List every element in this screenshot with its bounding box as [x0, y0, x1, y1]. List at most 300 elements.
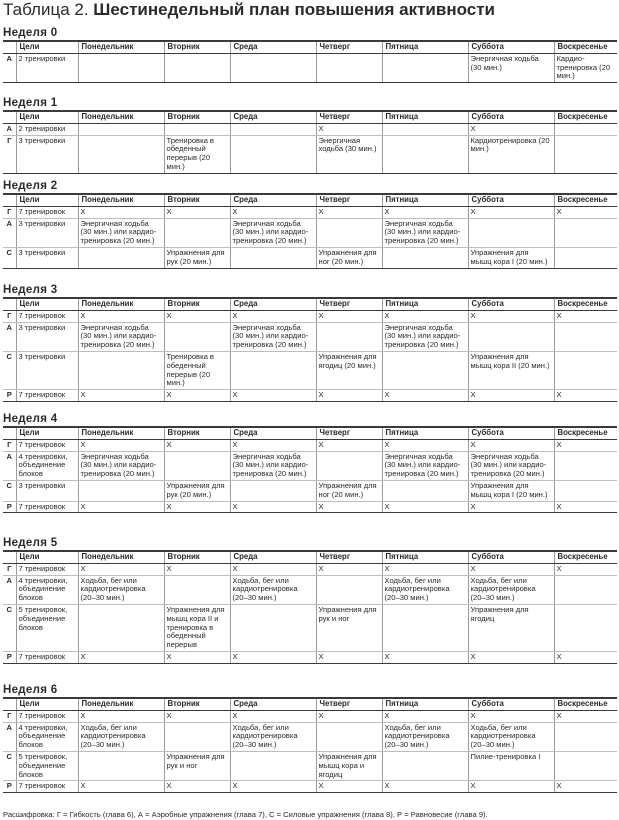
- table-cell: Х: [382, 439, 468, 451]
- column-header: Понедельник: [78, 111, 164, 123]
- table-cell: Х: [468, 310, 554, 322]
- table-cell: Кардио-тренировка (20 мин.): [554, 53, 617, 82]
- table-cell: Х: [468, 651, 554, 663]
- table-cell: Энергичная ходьба (30 мин.): [316, 135, 382, 173]
- column-header: Суббота: [468, 194, 554, 206]
- table-cell: [78, 53, 164, 82]
- column-header: Воскресенье: [554, 551, 617, 563]
- column-header: Пятница: [382, 298, 468, 310]
- row-category: Г: [3, 710, 16, 722]
- column-header: Пятница: [382, 41, 468, 53]
- table-cell: Х: [554, 563, 617, 575]
- column-header: Понедельник: [78, 41, 164, 53]
- column-header: [3, 551, 16, 563]
- table-cell: Упражнения для мышц кора и ягодиц: [316, 751, 382, 780]
- table-cell: Энергичная ходьба (30 мин.) или кардио-тренировка (20 мин.): [468, 451, 554, 480]
- row-goal: 3 тренировки: [16, 322, 78, 351]
- table-cell: Х: [164, 651, 230, 663]
- table-row: [3, 351, 617, 389]
- table-cell: Х: [78, 310, 164, 322]
- column-header: Цели: [16, 298, 78, 310]
- column-header: Четверг: [316, 427, 382, 439]
- table-row: [3, 390, 617, 402]
- table-cell: Энергичная ходьба (30 мин.) или кардио-тренировка (20 мин.): [230, 322, 316, 351]
- table-cell: [316, 722, 382, 751]
- week-section: [3, 684, 617, 793]
- table-cell: Х: [230, 206, 316, 218]
- table-cell: Х: [316, 563, 382, 575]
- row-category: Г: [3, 563, 16, 575]
- column-header: [3, 427, 16, 439]
- table-cell: Ходьба, бег или кардиотренировка (20–30 мин.): [78, 722, 164, 751]
- week-title: Неделя 4: [3, 413, 58, 425]
- table-cell: Энергичная ходьба (30 мин.) или кардио-тренировка (20 мин.): [230, 451, 316, 480]
- week-section: [3, 413, 617, 513]
- table-row: [3, 480, 617, 501]
- table-cell: [230, 53, 316, 82]
- table-row: [3, 247, 617, 268]
- table-cell: Ходьба, бег или кардиотренировка (20–30 мин.): [468, 722, 554, 751]
- table-cell: [382, 751, 468, 780]
- table-cell: Х: [554, 501, 617, 513]
- table-cell: Х: [554, 439, 617, 451]
- table-cell: Упражнения для мышц кора II (20 мин.): [468, 351, 554, 389]
- table-row: [3, 575, 617, 604]
- table-cell: Х: [164, 563, 230, 575]
- column-header: Четверг: [316, 298, 382, 310]
- table-cell: [230, 123, 316, 135]
- row-category: А: [3, 451, 16, 480]
- row-category: Р: [3, 781, 16, 793]
- week-title: Неделя 6: [3, 684, 58, 696]
- table-cell: Х: [468, 206, 554, 218]
- row-category: А: [3, 123, 16, 135]
- column-header: [3, 194, 16, 206]
- week-section: [3, 180, 617, 269]
- column-header: Вторник: [164, 698, 230, 710]
- table-cell: Ходьба, бег или кардиотренировка (20–30 мин.): [78, 575, 164, 604]
- table-cell: Энергичная ходьба (30 мин.): [468, 53, 554, 82]
- table-cell: Х: [382, 501, 468, 513]
- table-cell: Х: [554, 390, 617, 402]
- row-category: А: [3, 322, 16, 351]
- row-goal: 7 тренировок: [16, 501, 78, 513]
- table-cell: [230, 135, 316, 173]
- table-cell: Х: [164, 439, 230, 451]
- row-goal: 7 тренировок: [16, 310, 78, 322]
- column-header: Суббота: [468, 41, 554, 53]
- table-cell: Упражнения для ног (20 мин.): [316, 247, 382, 268]
- table-cell: Х: [230, 781, 316, 793]
- table-cell: Х: [230, 501, 316, 513]
- table-cell: [316, 451, 382, 480]
- table-cell: [382, 247, 468, 268]
- table-cell: Энергичная ходьба (30 мин.) или кардио-тренировка (20 мин.): [78, 322, 164, 351]
- table-cell: Упражнения для рук (20 мин.): [164, 247, 230, 268]
- column-header: Вторник: [164, 41, 230, 53]
- column-header: Понедельник: [78, 194, 164, 206]
- table-cell: Упражнения для ягодиц (20 мин.): [316, 351, 382, 389]
- column-header: Пятница: [382, 111, 468, 123]
- row-category: А: [3, 722, 16, 751]
- column-header: Цели: [16, 41, 78, 53]
- column-header: Воскресенье: [554, 427, 617, 439]
- table-cell: Х: [316, 781, 382, 793]
- table-cell: Х: [316, 439, 382, 451]
- table-cell: Х: [78, 781, 164, 793]
- column-header: Четверг: [316, 194, 382, 206]
- week-table: [3, 40, 617, 83]
- table-cell: [382, 135, 468, 173]
- table-cell: Х: [382, 781, 468, 793]
- table-cell: Энергичная ходьба (30 мин.) или кардио-тренировка (20 мин.): [382, 451, 468, 480]
- table-cell: [554, 351, 617, 389]
- table-row: [3, 501, 617, 513]
- title-main: Шестинедельный план повышения активности: [93, 0, 495, 19]
- table-cell: Х: [230, 651, 316, 663]
- column-header: Вторник: [164, 194, 230, 206]
- table-cell: [554, 218, 617, 247]
- row-category: Р: [3, 390, 16, 402]
- table-cell: Х: [554, 206, 617, 218]
- table-cell: Энергичная ходьба (30 мин.) или кардио-тренировка (20 мин.): [382, 322, 468, 351]
- table-cell: Х: [164, 310, 230, 322]
- table-cell: Упражнения для ног (20 мин.): [316, 480, 382, 501]
- column-header: Цели: [16, 111, 78, 123]
- table-cell: Упражнения для мышц кора I (20 мин.): [468, 247, 554, 268]
- row-goal: 3 тренировки: [16, 218, 78, 247]
- table-cell: Х: [230, 439, 316, 451]
- table-cell: Х: [468, 501, 554, 513]
- column-header: Четверг: [316, 551, 382, 563]
- table-cell: Х: [78, 439, 164, 451]
- table-cell: Х: [382, 563, 468, 575]
- table-row: [3, 206, 617, 218]
- table-cell: Х: [164, 390, 230, 402]
- row-goal: 3 тренировки: [16, 351, 78, 389]
- table-cell: [468, 218, 554, 247]
- table-cell: Ходьба, бег или кардиотренировка (20–30 мин.): [382, 575, 468, 604]
- row-goal: 7 тренировок: [16, 651, 78, 663]
- table-cell: [78, 604, 164, 651]
- table-row: [3, 135, 617, 173]
- row-goal: 2 тренировки: [16, 53, 78, 82]
- table-cell: Х: [468, 123, 554, 135]
- table-cell: Х: [468, 563, 554, 575]
- row-goal: 7 тренировок: [16, 710, 78, 722]
- table-cell: Кардиотренировка (20 мин.): [468, 135, 554, 173]
- row-goal: 7 тренировок: [16, 439, 78, 451]
- document: [3, 0, 617, 819]
- row-category: Р: [3, 501, 16, 513]
- column-header: Пятница: [382, 427, 468, 439]
- week-title: Неделя 1: [3, 97, 58, 109]
- row-goal: 4 тренировки, объединение блоков: [16, 722, 78, 751]
- row-goal: 5 тренировок, объединение блоков: [16, 604, 78, 651]
- week-title: Неделя 0: [3, 27, 58, 39]
- week-title: Неделя 3: [3, 284, 58, 296]
- table-cell: Ходьба, бег или кардиотренировка (20–30 мин.): [382, 722, 468, 751]
- table-cell: Х: [554, 310, 617, 322]
- table-cell: Х: [554, 651, 617, 663]
- table-cell: Упражнения для мышц кора II и тренировка в обеденный перерыв: [164, 604, 230, 651]
- week-table: [3, 426, 617, 513]
- table-cell: [78, 480, 164, 501]
- column-header: Цели: [16, 698, 78, 710]
- table-cell: Ходьба, бег или кардиотренировка (20–30 мин.): [230, 575, 316, 604]
- table-cell: [230, 480, 316, 501]
- column-header: Воскресенье: [554, 298, 617, 310]
- table-cell: [554, 451, 617, 480]
- table-cell: Упражнения для мышц кора I (20 мин.): [468, 480, 554, 501]
- row-goal: 7 тренировок: [16, 563, 78, 575]
- column-header: Вторник: [164, 111, 230, 123]
- table-cell: Х: [230, 310, 316, 322]
- table-row: [3, 710, 617, 722]
- table-cell: Х: [316, 390, 382, 402]
- table-cell: Х: [78, 501, 164, 513]
- column-header: Воскресенье: [554, 698, 617, 710]
- table-cell: Х: [230, 563, 316, 575]
- table-cell: Упражнения для ягодиц: [468, 604, 554, 651]
- table-cell: Х: [468, 439, 554, 451]
- week-title: Неделя 2: [3, 180, 58, 192]
- table-cell: [554, 135, 617, 173]
- table-cell: Тренировка в обеденный перерыв (20 мин.): [164, 351, 230, 389]
- week-title: Неделя 5: [3, 537, 58, 549]
- column-header: Пятница: [382, 551, 468, 563]
- table-row: [3, 651, 617, 663]
- table-cell: Х: [164, 781, 230, 793]
- table-cell: Упражнения для рук и ног: [164, 751, 230, 780]
- column-header: Суббота: [468, 698, 554, 710]
- column-header: Цели: [16, 194, 78, 206]
- table-cell: Ходьба, бег или кардиотренировка (20–30 мин.): [468, 575, 554, 604]
- row-category: А: [3, 53, 16, 82]
- row-goal: 7 тренировок: [16, 781, 78, 793]
- column-header: Вторник: [164, 427, 230, 439]
- column-header: Пятница: [382, 194, 468, 206]
- table-cell: Х: [554, 781, 617, 793]
- table-row: [3, 123, 617, 135]
- table-cell: [164, 53, 230, 82]
- table-cell: Х: [316, 123, 382, 135]
- table-row: [3, 218, 617, 247]
- table-cell: Х: [78, 563, 164, 575]
- table-cell: [78, 351, 164, 389]
- week-section: [3, 284, 617, 402]
- table-cell: Х: [316, 710, 382, 722]
- table-cell: Упражнения для рук (20 мин.): [164, 480, 230, 501]
- table-cell: [316, 53, 382, 82]
- table-cell: [164, 218, 230, 247]
- row-category: С: [3, 604, 16, 651]
- table-cell: Х: [164, 710, 230, 722]
- column-header: [3, 111, 16, 123]
- table-cell: [164, 722, 230, 751]
- table-cell: [382, 351, 468, 389]
- table-cell: [164, 575, 230, 604]
- table-cell: [164, 451, 230, 480]
- table-cell: Х: [164, 501, 230, 513]
- column-header: Воскресенье: [554, 41, 617, 53]
- table-cell: [230, 351, 316, 389]
- table-row: [3, 451, 617, 480]
- table-cell: Х: [382, 310, 468, 322]
- column-header: Пятница: [382, 698, 468, 710]
- table-cell: [78, 123, 164, 135]
- table-cell: Х: [78, 206, 164, 218]
- column-header: Вторник: [164, 551, 230, 563]
- column-header: Вторник: [164, 298, 230, 310]
- table-cell: Пилие-тренировка I: [468, 751, 554, 780]
- table-cell: Х: [316, 310, 382, 322]
- column-header: Среда: [230, 551, 316, 563]
- table-cell: [78, 247, 164, 268]
- row-goal: 2 тренировки: [16, 123, 78, 135]
- table-cell: [382, 53, 468, 82]
- table-row: [3, 322, 617, 351]
- table-cell: [316, 218, 382, 247]
- week-table: [3, 697, 617, 793]
- table-cell: Х: [164, 206, 230, 218]
- row-category: Г: [3, 135, 16, 173]
- row-category: С: [3, 480, 16, 501]
- table-cell: Х: [78, 651, 164, 663]
- table-cell: Х: [316, 651, 382, 663]
- column-header: Воскресенье: [554, 111, 617, 123]
- row-goal: 4 тренировки, объединение блоков: [16, 575, 78, 604]
- row-goal: 7 тренировок: [16, 390, 78, 402]
- table-row: [3, 439, 617, 451]
- column-header: Среда: [230, 41, 316, 53]
- table-cell: [316, 322, 382, 351]
- row-category: Г: [3, 310, 16, 322]
- table-cell: [164, 322, 230, 351]
- table-cell: Х: [316, 501, 382, 513]
- week-table: [3, 110, 617, 174]
- table-row: [3, 310, 617, 322]
- table-cell: Упражнения для рук и ног: [316, 604, 382, 651]
- row-goal: 5 тренировок, объединение блоков: [16, 751, 78, 780]
- week-section: [3, 97, 617, 174]
- title-prefix: Таблица 2.: [3, 0, 89, 19]
- column-header: Среда: [230, 298, 316, 310]
- column-header: Суббота: [468, 427, 554, 439]
- table-cell: Х: [382, 710, 468, 722]
- page-title: [3, 0, 617, 20]
- table-row: [3, 604, 617, 651]
- row-category: Г: [3, 206, 16, 218]
- footnote: Расшифровка: Г = Гибкость (глава 6), А = Аэробные упражнения (глава 7), С = Силовые упражнения (глава 8), Р = Равновесие (глава 9).: [3, 810, 488, 819]
- row-category: Р: [3, 651, 16, 663]
- column-header: Четверг: [316, 111, 382, 123]
- table-cell: [554, 751, 617, 780]
- row-goal: 3 тренировки: [16, 247, 78, 268]
- row-goal: 4 тренировки, объединение блоков: [16, 451, 78, 480]
- table-cell: Х: [78, 390, 164, 402]
- table-cell: [382, 480, 468, 501]
- column-header: Среда: [230, 111, 316, 123]
- table-cell: Х: [230, 390, 316, 402]
- column-header: Понедельник: [78, 698, 164, 710]
- row-category: С: [3, 751, 16, 780]
- table-cell: [230, 604, 316, 651]
- table-cell: [554, 480, 617, 501]
- row-category: С: [3, 351, 16, 389]
- column-header: Среда: [230, 427, 316, 439]
- week-table: [3, 193, 617, 269]
- table-row: [3, 781, 617, 793]
- table-cell: [230, 247, 316, 268]
- week-table: [3, 297, 617, 402]
- table-cell: [554, 575, 617, 604]
- column-header: Суббота: [468, 111, 554, 123]
- table-cell: Х: [468, 710, 554, 722]
- column-header: Суббота: [468, 551, 554, 563]
- table-cell: Х: [78, 710, 164, 722]
- table-cell: [554, 247, 617, 268]
- row-goal: 3 тренировки: [16, 135, 78, 173]
- table-row: [3, 751, 617, 780]
- table-cell: Х: [316, 206, 382, 218]
- row-category: Г: [3, 439, 16, 451]
- table-cell: Энергичная ходьба (30 мин.) или кардио-тренировка (20 мин.): [78, 218, 164, 247]
- column-header: [3, 298, 16, 310]
- table-cell: [230, 751, 316, 780]
- column-header: Среда: [230, 698, 316, 710]
- column-header: Понедельник: [78, 551, 164, 563]
- table-cell: [78, 751, 164, 780]
- column-header: Цели: [16, 427, 78, 439]
- table-cell: [382, 604, 468, 651]
- table-cell: [554, 604, 617, 651]
- table-cell: [316, 575, 382, 604]
- table-cell: Х: [382, 651, 468, 663]
- table-cell: Х: [468, 390, 554, 402]
- column-header: Цели: [16, 551, 78, 563]
- table-row: [3, 563, 617, 575]
- column-header: Воскресенье: [554, 194, 617, 206]
- table-cell: [164, 123, 230, 135]
- column-header: Четверг: [316, 698, 382, 710]
- table-cell: [554, 123, 617, 135]
- table-cell: [554, 322, 617, 351]
- table-row: [3, 53, 617, 82]
- table-row: [3, 722, 617, 751]
- column-header: Понедельник: [78, 427, 164, 439]
- row-goal: 7 тренировок: [16, 206, 78, 218]
- table-cell: Х: [382, 206, 468, 218]
- column-header: Понедельник: [78, 298, 164, 310]
- table-cell: [468, 322, 554, 351]
- column-header: [3, 698, 16, 710]
- week-table: [3, 550, 617, 664]
- row-category: С: [3, 247, 16, 268]
- table-cell: Энергичная ходьба (30 мин.) или кардио-тренировка (20 мин.): [382, 218, 468, 247]
- table-cell: [78, 135, 164, 173]
- column-header: Суббота: [468, 298, 554, 310]
- row-category: А: [3, 218, 16, 247]
- table-cell: Ходьба, бег или кардиотренировка (20–30 мин.): [230, 722, 316, 751]
- table-cell: Энергичная ходьба (30 мин.) или кардио-тренировка (20 мин.): [78, 451, 164, 480]
- week-section: [3, 27, 617, 83]
- table-cell: Энергичная ходьба (30 мин.) или кардио-тренировка (20 мин.): [230, 218, 316, 247]
- table-cell: Х: [554, 710, 617, 722]
- table-cell: [554, 722, 617, 751]
- table-cell: Х: [468, 781, 554, 793]
- week-section: [3, 537, 617, 664]
